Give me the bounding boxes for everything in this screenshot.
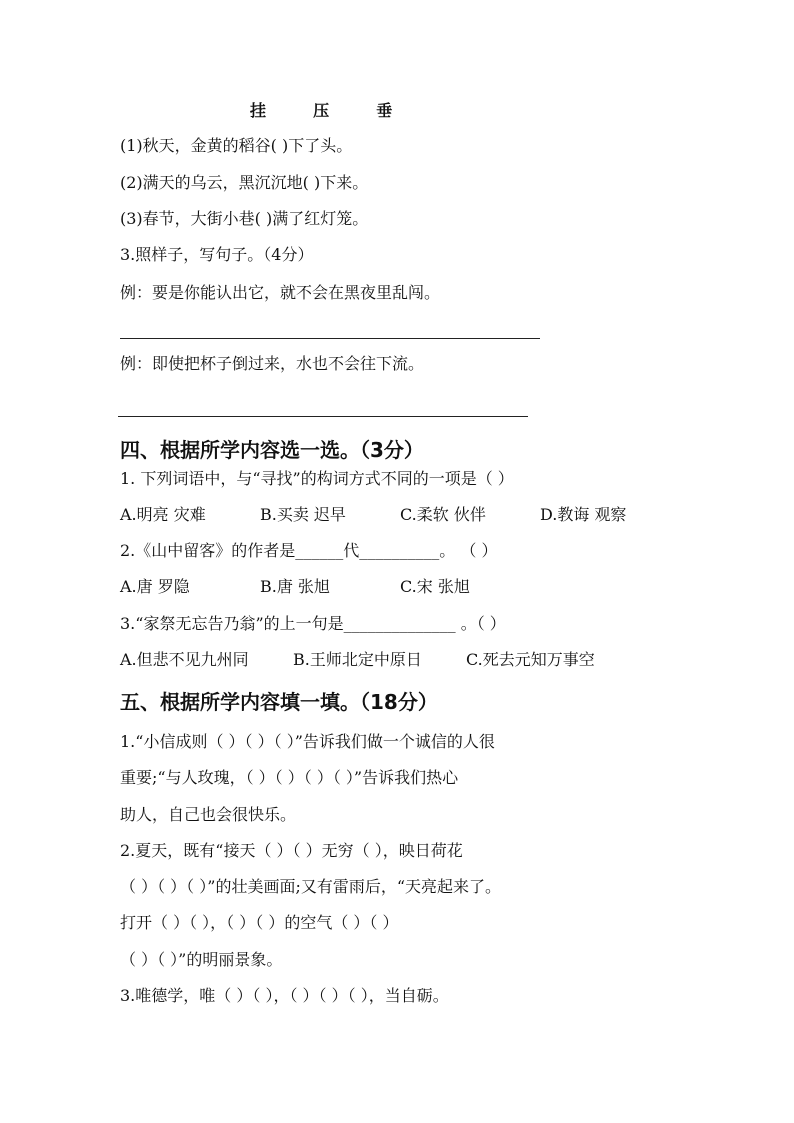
option[interactable]: C.柔软 伙伴	[400, 505, 486, 524]
fill-item: (3)春节，大街小巷( )满了红灯笼。	[120, 209, 369, 228]
fill-line: 2.夏天，既有“接天（ ）（ ）无穷（ ），映日荷花	[120, 841, 463, 860]
option[interactable]: B.唐 张旭	[260, 577, 330, 596]
word-bank	[250, 98, 434, 121]
word-option: 压	[313, 101, 330, 120]
question-text: 1. 下列词语中，与“寻找”的构词方式不同的一项是（ ）	[120, 469, 514, 488]
fill-line: （ ）（ ）（ ）”的壮美画面;又有雷雨后，“天亮起来了。	[120, 877, 502, 896]
option-row	[120, 650, 595, 670]
option[interactable]: A.但悲不见九州同	[120, 650, 249, 669]
fill-item: (1)秋天，金黄的稻谷( )下了头。	[120, 136, 353, 155]
fill-line: 打开（ ）（ ），（ ）（ ）的空气（ ）（ ）	[120, 913, 399, 932]
example-sentence: 例：即使把杯子倒过来，水也不会往下流。	[120, 354, 425, 373]
option[interactable]: C.死去元知万事空	[466, 650, 595, 669]
fill-line: （ ）（ ）”的明丽景象。	[120, 950, 283, 969]
example-sentence: 例：要是你能认出它，就不会在黑夜里乱闯。	[120, 283, 441, 302]
option[interactable]: A.明亮 灾难	[120, 505, 206, 524]
option-row	[120, 577, 470, 597]
fill-line: 重要;“与人玫瑰，（ ）（ ）（ ）（ ）”告诉我们热心	[120, 768, 459, 787]
question-title: 3.照样子，写句子。（4分）	[120, 245, 314, 264]
option[interactable]: B.王师北定中原日	[293, 650, 422, 669]
section-heading: 四、根据所学内容选一选。（3分）	[120, 438, 424, 462]
section-heading: 五、根据所学内容填一填。（18分）	[120, 690, 438, 714]
fill-item: (2)满天的乌云，黑沉沉地( )下来。	[120, 173, 369, 192]
fill-line: 助人，自己也会很快乐。	[120, 805, 297, 824]
question-text: 2.《山中留客》的作者是______代__________。 （ ）	[120, 541, 498, 560]
answer-line[interactable]	[118, 416, 528, 417]
word-option: 垂	[376, 101, 393, 120]
question-text: 3.“家祭无忘告乃翁”的上一句是______________ 。（ ）	[120, 614, 506, 633]
option[interactable]: B.买卖 迟早	[260, 505, 346, 524]
answer-line[interactable]	[120, 338, 540, 339]
option-row	[120, 505, 626, 525]
fill-line: 3.唯德学，唯（ ）（ ），（ ）（ ）（ ），当自砺。	[120, 986, 449, 1005]
fill-line: 1.“小信成则（ ）（ ）（ ）”告诉我们做一个诚信的人很	[120, 732, 495, 751]
option[interactable]: C.宋 张旭	[400, 577, 470, 596]
option[interactable]: A.唐 罗隐	[120, 577, 190, 596]
word-option: 挂	[250, 101, 267, 120]
option[interactable]: D.教诲 观察	[540, 505, 627, 524]
